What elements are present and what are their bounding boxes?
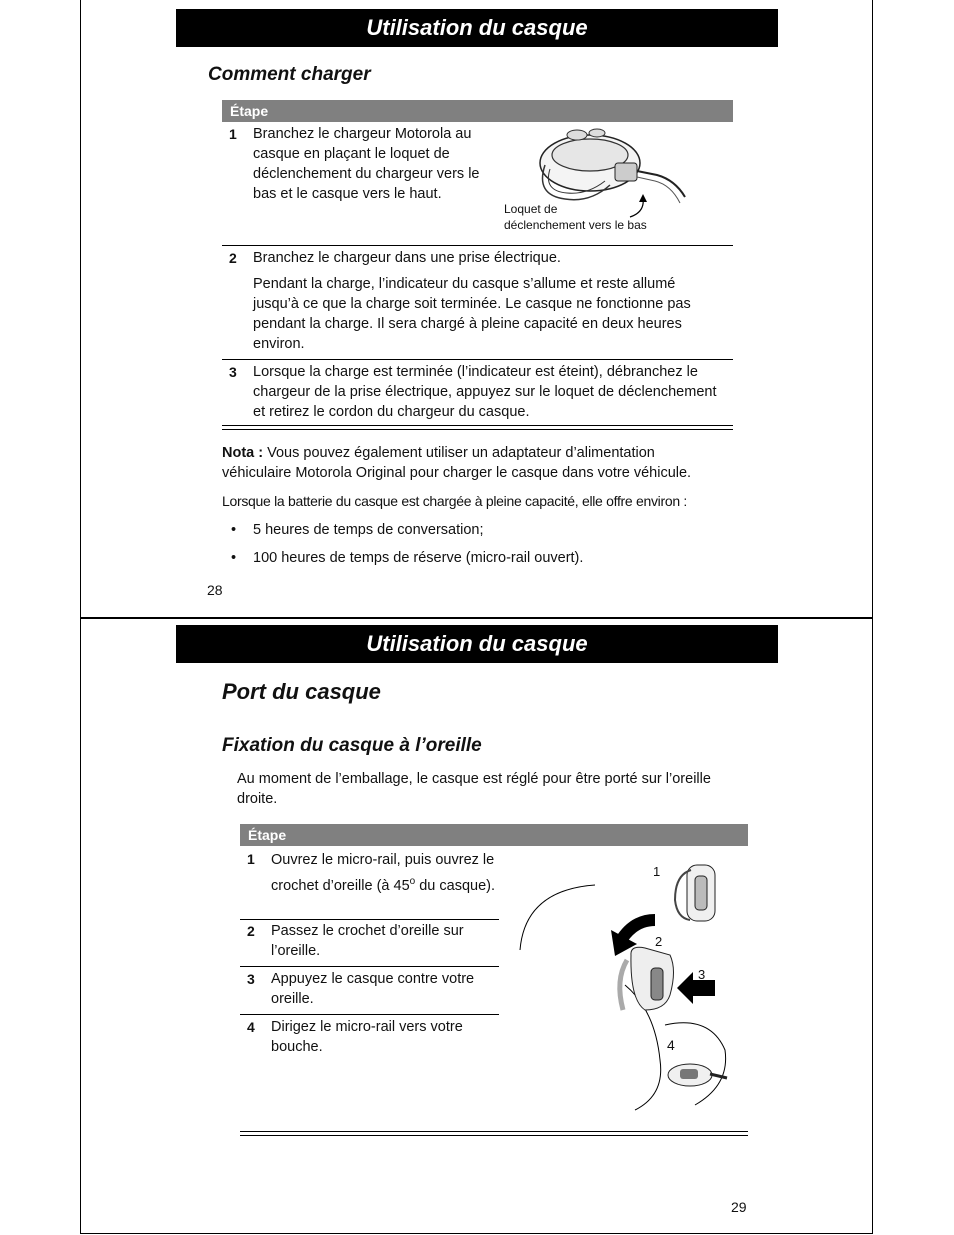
note-paragraph [222,443,722,483]
bullet-symbol: • [231,550,237,566]
battery-intro: Lorsque la batterie du casque est chargée à pleine capacité, elle offre environ : [222,493,687,509]
step-number: 1 [229,126,237,142]
page-banner: Utilisation du casque [176,9,778,47]
step-text: Dirigez le micro-rail vers votre bouche. [271,1019,463,1055]
bullet-symbol: • [231,522,237,538]
step-text-part: du casque). [415,877,496,894]
table-row-divider [222,245,733,246]
figure-caption [504,201,647,233]
table-header: Étape [222,100,733,122]
step-text: Passez le crochet d’oreille sur l’oreille. [271,923,464,959]
step-detail: Pendant la charge, l’indicateur du casque s’allume et reste allumé jusqu’à ce que la charge soit terminée. Le casque ne fonctionne pas pendant la charge. Il sera chargé à pleine capacité en deux heures environ. [253,276,691,352]
table-end-rule [240,1135,748,1136]
caption-line: déclenchement vers le bas [504,218,647,232]
step-text: Appuyez le casque contre votre oreille. [271,971,475,1007]
ear-fitting-figure [515,860,745,1120]
step-text: Branchez le chargeur Motorola au casque en plaçant le loquet de déclenchement du chargeur vers le bas et le casque vers le haut. [253,126,480,202]
caption-line: Loquet de [504,202,558,216]
note-label: Nota : [222,445,264,461]
step-number: 3 [229,364,237,380]
page-banner: Utilisation du casque [176,625,778,663]
bullet-item: 100 heures de temps de réserve (micro-rail ouvert). [253,550,584,566]
step-number: 3 [247,971,255,987]
page-number: 28 [207,582,223,598]
table-row-divider [240,919,499,920]
step-text-part: Ouvrez le micro-rail, puis ouvrez le crochet d’oreille (à 45 [271,852,495,894]
step-number: 2 [229,250,237,266]
step-text [271,849,495,897]
intro-paragraph: Au moment de l’emballage, le casque est réglé pour être porté sur l’oreille droite. [237,771,711,807]
table-row-divider [222,359,733,360]
figure-label: 1 [653,864,661,879]
figure-label: 4 [667,1037,675,1053]
section-title: Port du casque [222,679,381,704]
subsection-title: Fixation du casque à l’oreille [222,735,482,756]
table-row-divider [240,1014,499,1015]
note-text: Vous pouvez également utiliser un adaptateur d’alimentation véhiculaire Motorola Original pour charger le casque dans votre véhicule. [222,445,692,481]
degree-sign: o [409,876,416,887]
step-text: Lorsque la charge est terminée (l’indicateur est éteint), débranchez le chargeur de la prise électrique, appuyez sur le loquet de déclenchement et retirez le cordon du chargeur du casque. [253,364,717,420]
step-number: 4 [247,1019,255,1035]
table-row-divider [240,966,499,967]
table-end-rule [222,429,733,430]
step-number: 1 [247,851,255,867]
bullet-item: 5 heures de temps de conversation; [253,522,484,538]
step-number: 2 [247,923,255,939]
table-end-rule [240,1131,748,1132]
table-end-rule [222,425,733,426]
figure-label: 3 [698,967,706,982]
page-number: 29 [731,1199,747,1215]
step-text: Branchez le chargeur dans une prise électrique. [253,250,561,266]
figure-label: 2 [655,934,663,949]
table-header: Étape [240,824,748,846]
section-title: Comment charger [208,64,371,85]
